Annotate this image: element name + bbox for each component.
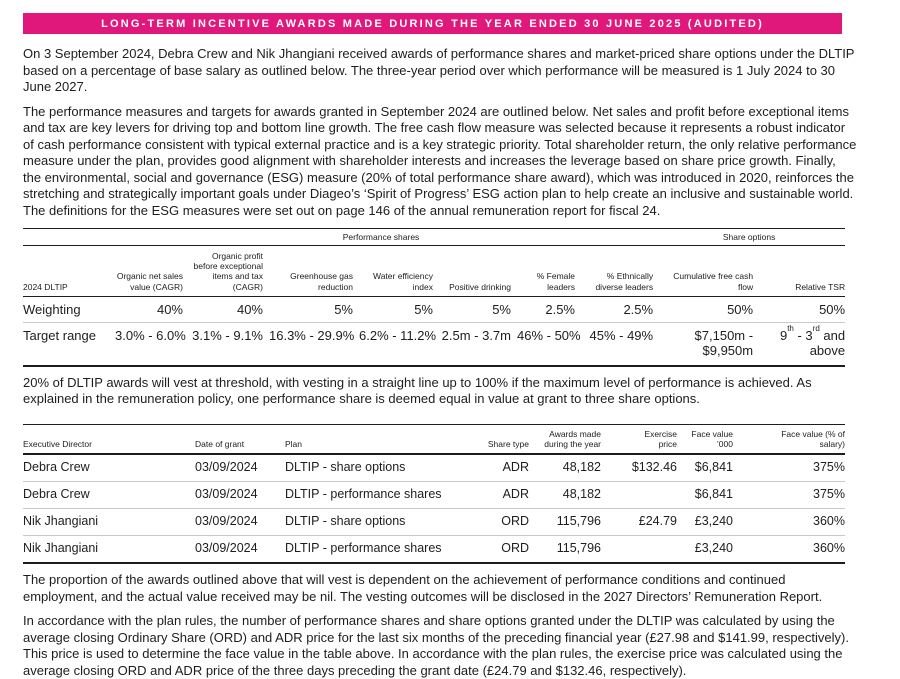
cell-share-type: ORD: [447, 536, 529, 564]
tsr-rank-tail: and above: [809, 327, 846, 358]
targets-table: [23, 228, 845, 367]
column-header-ethnically-diverse: % Ethnically diverse leaders: [575, 246, 653, 297]
cell-share-type: ADR: [447, 454, 529, 482]
proportion-paragraph: The proportion of the awards outlined above that will vest is dependent on the achievement of performance conditions and continued employment, and the actual value received may be nil. The vesting outcomes will be disclosed in the 2027 Directors’ Remuneration Report.: [23, 572, 823, 604]
table-row: [23, 454, 845, 482]
cell-face-value-pct: 360%: [733, 509, 845, 536]
column-header-executive-director: Executive Director: [23, 424, 195, 454]
cell-face-value: £3,240: [677, 536, 733, 564]
column-header-awards-made: Awards made during the year: [529, 424, 601, 454]
column-header-face-value: Face value ’000: [677, 424, 733, 454]
cell-exercise-price: [601, 482, 677, 509]
column-header-date-of-grant: Date of grant: [195, 424, 285, 454]
weighting-cell: 5%: [433, 296, 511, 322]
tsr-rank-start: 9: [779, 327, 788, 343]
superscript: th: [787, 324, 794, 334]
cell-plan: DLTIP - performance shares: [285, 536, 447, 564]
row-label: Weighting: [23, 296, 109, 322]
column-header-organic-net-sales: Organic net sales value (CAGR): [109, 246, 183, 297]
target-range-cell: 16.3% - 29.9%: [263, 322, 353, 366]
cell-face-value-pct: 360%: [733, 536, 845, 564]
cell-awards: 48,182: [529, 482, 601, 509]
column-header-water-efficiency: Water efficiency index: [353, 246, 433, 297]
table-row: [23, 536, 845, 564]
target-range-row: [23, 322, 845, 366]
group-header-performance-shares: Performance shares: [109, 229, 653, 246]
group-header-share-options: Share options: [653, 229, 845, 246]
cell-awards: 48,182: [529, 454, 601, 482]
cell-director: Nik Jhangiani: [23, 509, 195, 536]
cell-plan: DLTIP - share options: [285, 454, 447, 482]
tsr-rank-mid: - 3: [793, 327, 813, 343]
column-header-relative-tsr: Relative TSR: [753, 246, 845, 297]
plan-rules-paragraph: In accordance with the plan rules, the number of performance shares and share options granted under the DLTIP was calculated by using the average closing Ordinary Share (ORD) and ADR price for the last six months of the preceding financial year (£27.98 and $141.99, respectively). This price is used to determine the face value in the table above. In accordance with the plan rules, the exercise price was calculated using the average closing ORD and ADR price of the three days preceding the grant date (£24.79 and $132.46, respectively).: [23, 613, 849, 678]
cell-exercise-price: $132.46: [601, 454, 677, 482]
cell-director: Debra Crew: [23, 454, 195, 482]
column-header-plan: Plan: [285, 424, 447, 454]
weighting-row: [23, 296, 845, 322]
intro-paragraph: On 3 September 2024, Debra Crew and Nik Jhangiani received awards of performance shares and market-priced share options under the DLTIP based on a percentage of base salary as outlined below. The three-year period over which performance will be measured is 1 July 2024 to 30 June 2027.: [23, 46, 855, 94]
target-range-cell: 3.1% - 9.1%: [183, 322, 263, 366]
vesting-threshold-paragraph: 20% of DLTIP awards will vest at threshold, with vesting in a straight line up to 100% if the maximum level of performance is achieved. As explained in the remuneration policy, one performance share is deemed equal in value at grant to three share options.: [23, 374, 812, 407]
cell-director: Debra Crew: [23, 482, 195, 509]
table-row: [23, 509, 845, 536]
cell-date: 03/09/2024: [195, 536, 285, 564]
column-header-positive-drinking: Positive drinking: [433, 246, 511, 297]
cell-director: Nik Jhangiani: [23, 536, 195, 564]
performance-measures-paragraph: The performance measures and targets for awards granted in September 2024 are outlined below. Net sales and profit before exceptional items and tax are key levers for driving top and bottom line growth. The free cash flow measure was selected because it represents a robust indicator of cash performance consistent with typical external practice and is a key strategic priority. Total shareholder return, the only relative performance measure under the plan, provides good alignment with shareholder interests and increases the leverage based on share price growth. Finally, the environmental, social and governance (ESG) measure (20% of total performance share award), which was introduced in 2020, reinforces the stretching and strategically important goals under Diageo’s ‘Spirit of Progress’ ESG action plan to help create an inclusive and sustainable world. The definitions for the ESG measures were set out on page 146 of the annual remuneration report for fiscal 24.: [23, 103, 857, 218]
cell-face-value: $6,841: [677, 482, 733, 509]
group-header-row: [23, 229, 845, 246]
cell-plan: DLTIP - share options: [285, 509, 447, 536]
cell-awards: 115,796: [529, 509, 601, 536]
cell-face-value-pct: 375%: [733, 454, 845, 482]
cell-date: 03/09/2024: [195, 509, 285, 536]
weighting-cell: 5%: [263, 296, 353, 322]
target-range-cell: 6.2% - 11.2%: [353, 322, 433, 366]
weighting-cell: 5%: [353, 296, 433, 322]
column-header-row: [23, 424, 845, 454]
column-header-female-leaders: % Female leaders: [511, 246, 575, 297]
cell-date: 03/09/2024: [195, 454, 285, 482]
weighting-cell: 40%: [183, 296, 263, 322]
target-range-cell: 2.5m - 3.7m: [433, 322, 511, 366]
target-range-cell-relative-tsr: [753, 322, 845, 366]
column-header-dltip: 2024 DLTIP: [23, 246, 109, 297]
cell-plan: DLTIP - performance shares: [285, 482, 447, 509]
target-range-cell: 3.0% - 6.0%: [109, 322, 183, 366]
target-range-cell: 46% - 50%: [511, 322, 575, 366]
table-row: [23, 482, 845, 509]
cell-awards: 115,796: [529, 536, 601, 564]
weighting-cell: 50%: [653, 296, 753, 322]
cell-exercise-price: [601, 536, 677, 564]
column-header-face-value-pct: Face value (% of salary): [733, 424, 845, 454]
weighting-cell: 50%: [753, 296, 845, 322]
section-banner: [23, 13, 842, 34]
awards-table: [23, 424, 845, 564]
section-title: LONG-TERM INCENTIVE AWARDS MADE DURING THE YEAR ENDED 30 JUNE 2025 (AUDITED): [101, 18, 764, 30]
column-header-cumulative-fcf: Cumulative free cash flow: [653, 246, 753, 297]
row-label: Target range: [23, 322, 109, 366]
superscript: rd: [812, 324, 820, 334]
target-range-cell: 45% - 49%: [575, 322, 653, 366]
cell-face-value: £3,240: [677, 509, 733, 536]
weighting-cell: 2.5%: [511, 296, 575, 322]
cell-date: 03/09/2024: [195, 482, 285, 509]
cell-share-type: ADR: [447, 482, 529, 509]
cell-face-value-pct: 375%: [733, 482, 845, 509]
cell-exercise-price: £24.79: [601, 509, 677, 536]
column-header-share-type: Share type: [447, 424, 529, 454]
column-header-row: [23, 246, 845, 297]
cell-share-type: ORD: [447, 509, 529, 536]
cell-face-value: $6,841: [677, 454, 733, 482]
column-header-organic-profit: Organic profit before exceptional items and tax (CAGR): [183, 246, 263, 297]
target-range-cell-cumulative-fcf: $7,150m - $9,950m: [653, 322, 753, 366]
weighting-cell: 2.5%: [575, 296, 653, 322]
empty-group-cell: [23, 229, 109, 246]
column-header-exercise-price: Exercise price: [601, 424, 677, 454]
column-header-greenhouse-gas: Greenhouse gas reduction: [263, 246, 353, 297]
weighting-cell: 40%: [109, 296, 183, 322]
